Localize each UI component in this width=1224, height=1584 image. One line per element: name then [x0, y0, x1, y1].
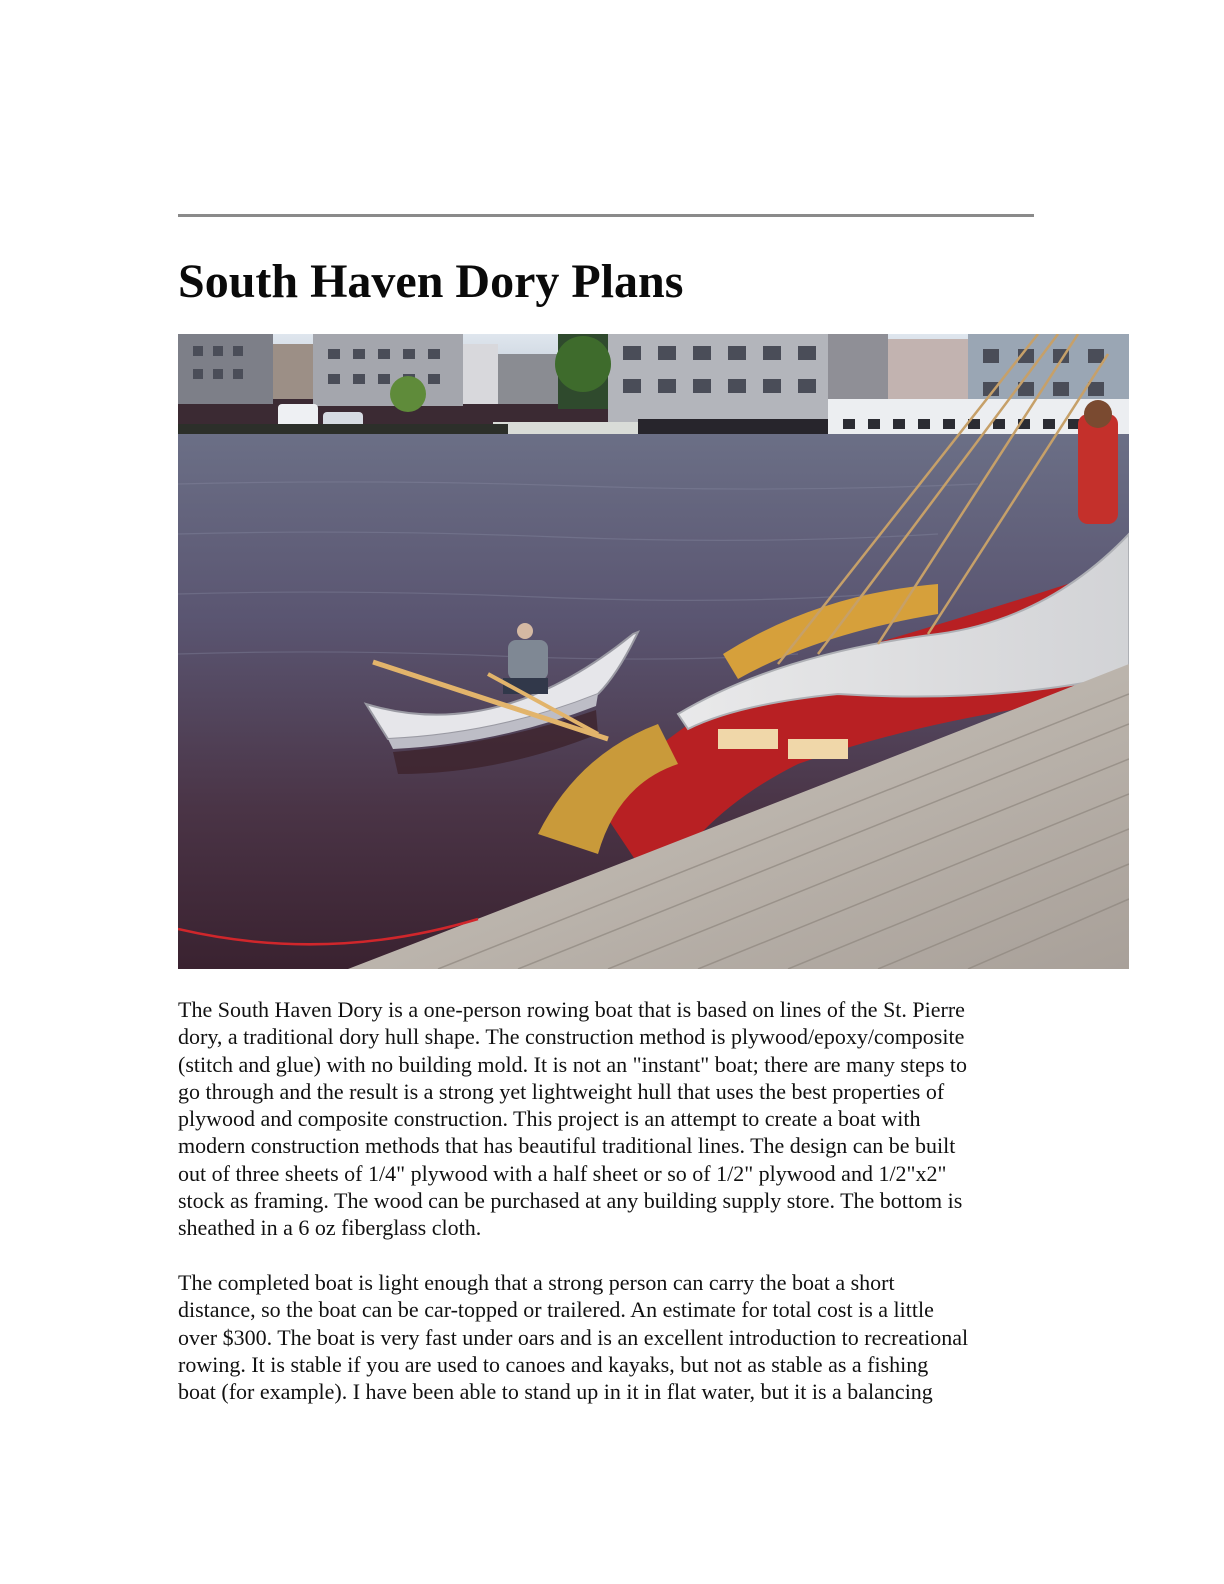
shoreline-buildings	[178, 334, 1129, 449]
text-line: boat (for example). I have been able to stand up in it in flat water, but it is a balancing	[178, 1379, 933, 1405]
text-line: stock as framing. The wood can be purchased at any building supply store. The bottom is	[178, 1188, 963, 1214]
text-line: distance, so the boat can be car-topped or trailered. An estimate for total cost is a little	[178, 1297, 934, 1323]
paragraph-2	[178, 1269, 1040, 1405]
text-line: out of three sheets of 1/4" plywood with a half sheet or so of 1/2" plywood and 1/2"x2"	[178, 1160, 947, 1186]
text-line: (stitch and glue) with no building mold. It is not an "instant" boat; there are many steps to	[178, 1051, 968, 1077]
paragraph-1	[178, 996, 1040, 1242]
text-line: over $300. The boat is very fast under oars and is an excellent introduction to recreational	[178, 1324, 969, 1350]
text-line: go through and the result is a strong yet lightweight hull that uses the best properties of	[178, 1078, 945, 1104]
text-line: plywood and composite construction. This project is an attempt to create a boat with	[178, 1106, 921, 1132]
text-line: The South Haven Dory is a one-person rowing boat that is based on lines of the St. Pierre	[178, 997, 965, 1022]
text-line: dory, a traditional dory hull shape. The construction method is plywood/epoxy/composite	[178, 1024, 965, 1050]
text-line: modern construction methods that has beautiful traditional lines. The design can be built	[178, 1133, 956, 1159]
horizontal-rule	[178, 214, 1034, 217]
text-line: rowing. It is stable if you are used to canoes and kayaks, but not as stable as a fishing	[178, 1351, 929, 1377]
dory-photo	[178, 334, 1129, 969]
text-line: sheathed in a 6 oz fiberglass cloth.	[178, 1215, 482, 1241]
page-title: South Haven Dory Plans	[178, 255, 684, 308]
text-line: The completed boat is light enough that a strong person can carry the boat a short	[178, 1270, 895, 1295]
